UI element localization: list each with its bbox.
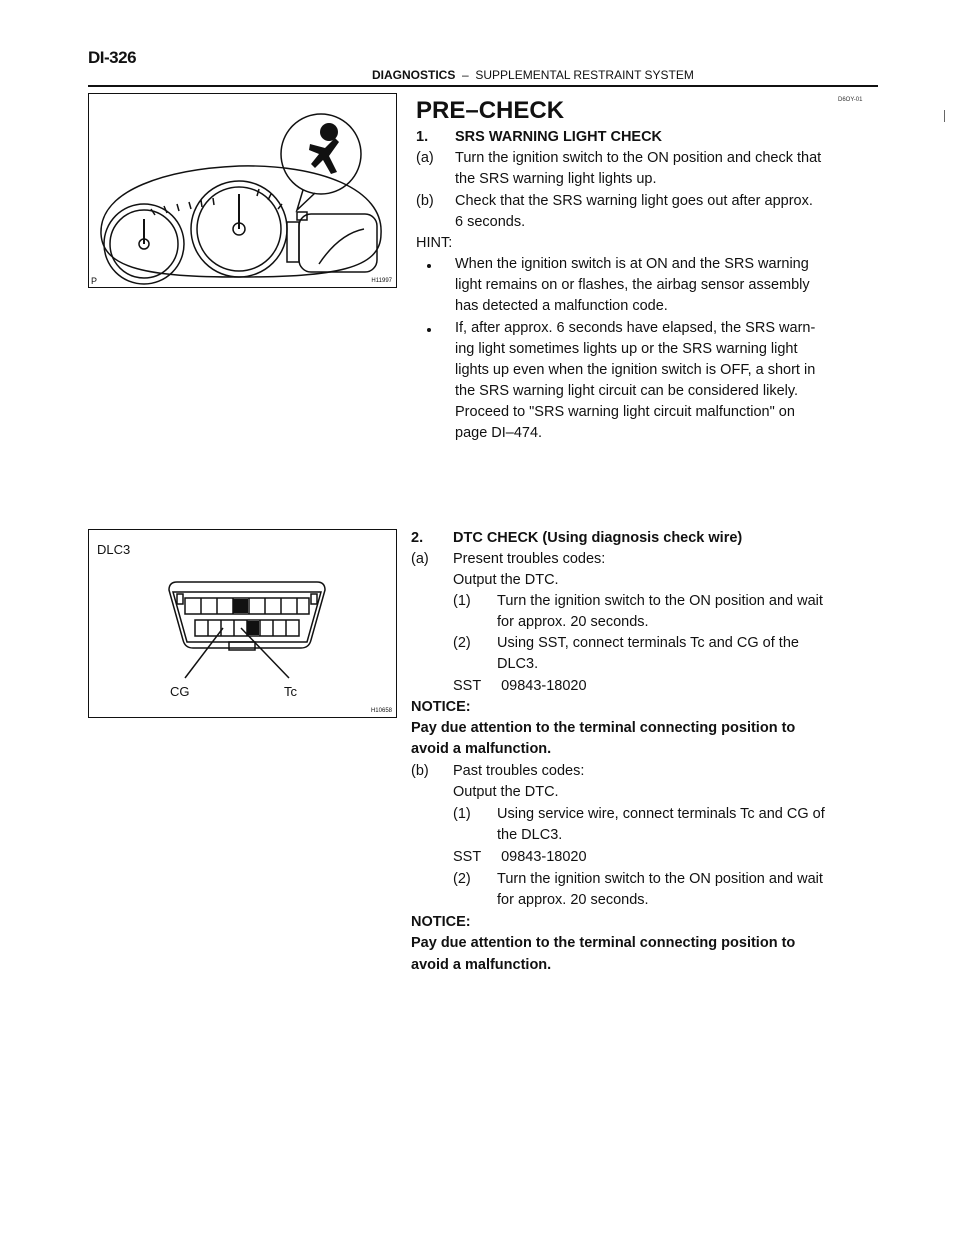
item-mark: (2) — [453, 635, 471, 651]
bullet-line: the SRS warning light circuit can be considered likely. — [455, 383, 799, 399]
item-line: Using SST, connect terminals Tc and CG of the — [497, 635, 799, 651]
bullet-line: If, after approx. 6 seconds have elapsed, the SRS warn- — [455, 320, 816, 336]
bullet-icon — [427, 328, 431, 332]
item-line: Using service wire, connect terminals Tc and CG of — [497, 806, 825, 822]
hint-label: HINT: — [416, 235, 453, 251]
subsection-title: SUPPLEMENTAL RESTRAINT SYSTEM — [475, 68, 694, 82]
item-line: DLC3. — [497, 656, 539, 672]
margin-mark — [944, 110, 945, 122]
notice-line: avoid a malfunction. — [411, 741, 552, 757]
bullet-line: has detected a malfunction code. — [455, 298, 668, 314]
substep-line: Turn the ignition switch to the ON position and check that — [455, 150, 822, 166]
dlc3-drawing — [89, 530, 396, 717]
notice-line: Pay due attention to the terminal connecting position to — [411, 935, 796, 951]
step-number: 1. — [416, 129, 429, 145]
item-mark: (1) — [453, 806, 471, 822]
substep-mark: (b) — [416, 193, 434, 209]
bullet-line: light remains on or flashes, the airbag sensor assembly — [455, 277, 810, 293]
section-heading-precheck: PRE–CHECK — [416, 97, 565, 124]
substep-mark: (b) — [411, 763, 429, 779]
bullet-line: page DI–474. — [455, 425, 543, 441]
substep-line: Output the DTC. — [453, 784, 559, 800]
item-line: the DLC3. — [497, 827, 563, 843]
section-title: DIAGNOSTICS — [372, 68, 456, 82]
bullet-line: Proceed to "SRS warning light circuit malfunction" on — [455, 404, 795, 420]
bullet-line: ing light sometimes lights up or the SRS warning light — [455, 341, 798, 357]
substep-mark: (a) — [416, 150, 434, 166]
dlc3-title: DLC3 — [97, 542, 131, 557]
figure-instrument-cluster — [88, 93, 397, 288]
figure-corner-label: P — [91, 276, 98, 286]
item-line: for approx. 20 seconds. — [497, 614, 649, 630]
bullet-icon — [427, 264, 431, 268]
notice-line: avoid a malfunction. — [411, 957, 552, 973]
header-separator: – — [462, 68, 469, 82]
terminal-label-cg: CG — [170, 684, 190, 699]
doc-code: D6OY-01 — [838, 97, 863, 103]
page-number: DI-326 — [88, 48, 137, 67]
substep-title: Present troubles codes: — [453, 551, 606, 567]
bullet-line: lights up even when the ignition switch is OFF, a short in — [455, 362, 816, 378]
notice-line: Pay due attention to the terminal connecting position to — [411, 720, 796, 736]
sst-number: SST 09843-18020 — [453, 849, 587, 865]
step-number: 2. — [411, 530, 424, 546]
step-title: SRS WARNING LIGHT CHECK — [455, 129, 663, 145]
figure-id: H10658 — [370, 708, 392, 714]
substep-line: the SRS warning light lights up. — [455, 171, 657, 187]
sst-number: SST 09843-18020 — [453, 678, 587, 694]
item-line: Turn the ignition switch to the ON position and wait — [497, 871, 823, 887]
instrument-cluster-drawing — [89, 94, 396, 287]
substep-title: Past troubles codes: — [453, 763, 585, 779]
figure-id: H11997 — [371, 278, 392, 284]
substep-line: Output the DTC. — [453, 572, 559, 588]
substep-line: 6 seconds. — [455, 214, 526, 230]
item-line: Turn the ignition switch to the ON position and wait — [497, 593, 823, 609]
item-mark: (1) — [453, 593, 471, 609]
notice-title: NOTICE: — [411, 914, 471, 930]
figure-dlc3-connector — [88, 529, 397, 718]
step-title: DTC CHECK (Using diagnosis check wire) — [453, 530, 743, 546]
bullet-line: When the ignition switch is at ON and the SRS warning — [455, 256, 809, 272]
running-header — [372, 68, 694, 82]
substep-line: Check that the SRS warning light goes out after approx. — [455, 193, 813, 209]
terminal-label-tc: Tc — [284, 684, 297, 699]
substep-mark: (a) — [411, 551, 429, 567]
header-rule — [88, 85, 878, 87]
item-line: for approx. 20 seconds. — [497, 892, 649, 908]
notice-title: NOTICE: — [411, 699, 471, 715]
item-mark: (2) — [453, 871, 471, 887]
